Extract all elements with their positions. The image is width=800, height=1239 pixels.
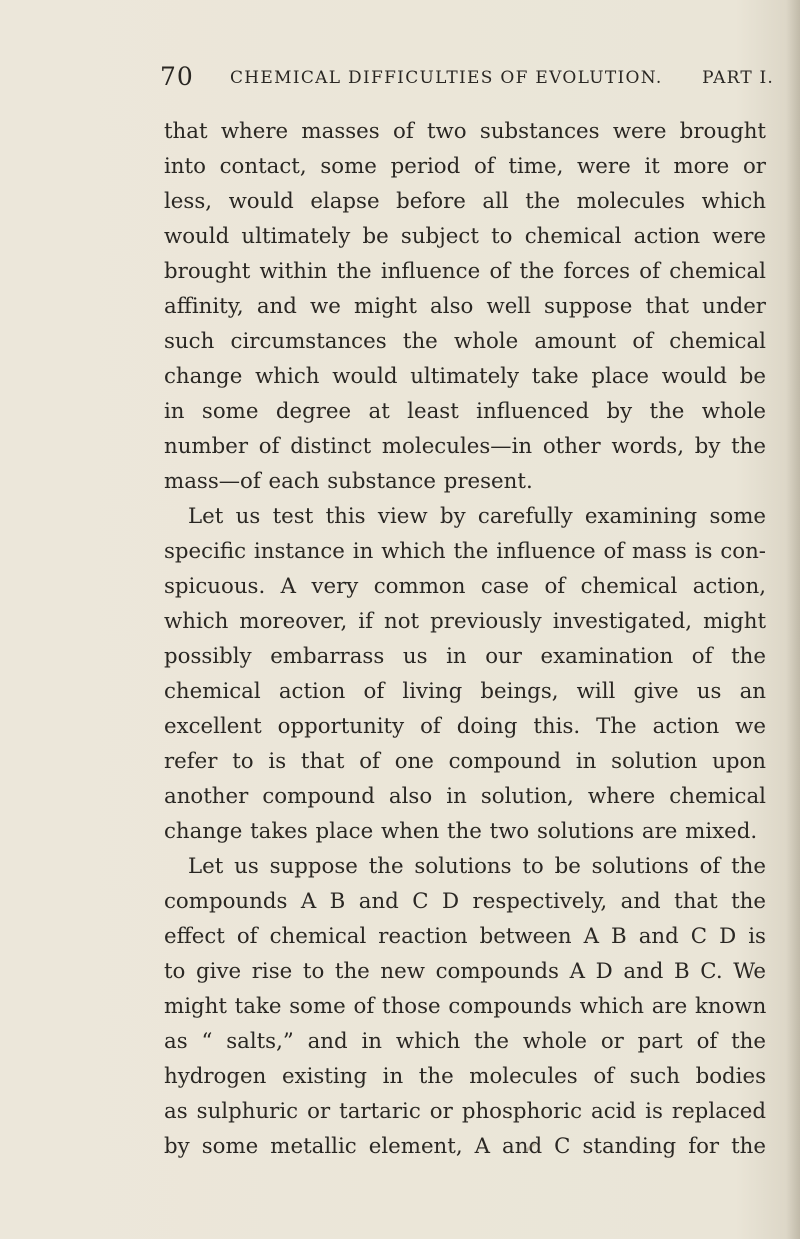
text-line: brought within the influence of the forces of chemical	[164, 259, 766, 284]
text-line: to give rise to the new compounds A D and B C. We	[164, 959, 766, 984]
body-text	[164, 114, 766, 1164]
text-line: which moreover, if not previously investigated, might	[164, 609, 766, 634]
text-line: into contact, some period of time, were it more or	[164, 154, 766, 179]
text-line: in some degree at least influenced by the whole	[164, 399, 766, 424]
text-line: would ultimately be subject to chemical action were	[164, 224, 766, 249]
text-line: excellent opportunity of doing this. The action we	[164, 714, 766, 739]
text-line: another compound also in solution, where chemical	[164, 784, 766, 809]
text-line: Let us suppose the solutions to be solutions of the	[188, 854, 766, 879]
text-line: specific instance in which the influence of mass is con-	[164, 539, 766, 564]
text-line: by some metallic element, A and C standing for the	[164, 1134, 766, 1159]
text-line: possibly embarrass us in our examination of the	[164, 644, 766, 669]
page-number: 70	[160, 62, 194, 91]
text-line: effect of chemical reaction between A B and C D is	[164, 924, 766, 949]
part-label: PART I.	[702, 68, 774, 88]
running-head	[160, 62, 780, 92]
text-line: compounds A B and C D respectively, and that the	[164, 889, 766, 914]
text-line: affinity, and we might also well suppose that under	[164, 294, 766, 319]
text-line: change takes place when the two solutions are mixed.	[164, 819, 758, 844]
text-line: might take some of those compounds which are known	[164, 994, 767, 1019]
text-line: hydrogen existing in the molecules of such bodies	[164, 1064, 766, 1089]
text-line: such circumstances the whole amount of chemical	[164, 329, 766, 354]
running-title: CHEMICAL DIFFICULTIES OF EVOLUTION.	[230, 68, 663, 88]
text-line: mass—of each substance present.	[164, 469, 533, 494]
text-line: number of distinct molecules—in other words, by the	[164, 434, 766, 459]
text-line: change which would ultimately take place would be	[164, 364, 766, 389]
text-line: as “ salts,” and in which the whole or part of the	[164, 1029, 766, 1054]
page-edge-shadow	[786, 0, 800, 1239]
text-line: that where masses of two substances were brought	[164, 119, 766, 144]
text-line: less, would elapse before all the molecules which	[164, 189, 766, 214]
text-line: refer to is that of one compound in solution upon	[164, 749, 766, 774]
text-line: chemical action of living beings, will give us an	[164, 679, 766, 704]
text-line: Let us test this view by carefully examining some	[188, 504, 766, 529]
text-line: as sulphuric or tartaric or phosphoric acid is replaced	[164, 1099, 766, 1124]
text-line: spicuous. A very common case of chemical action,	[164, 574, 766, 599]
